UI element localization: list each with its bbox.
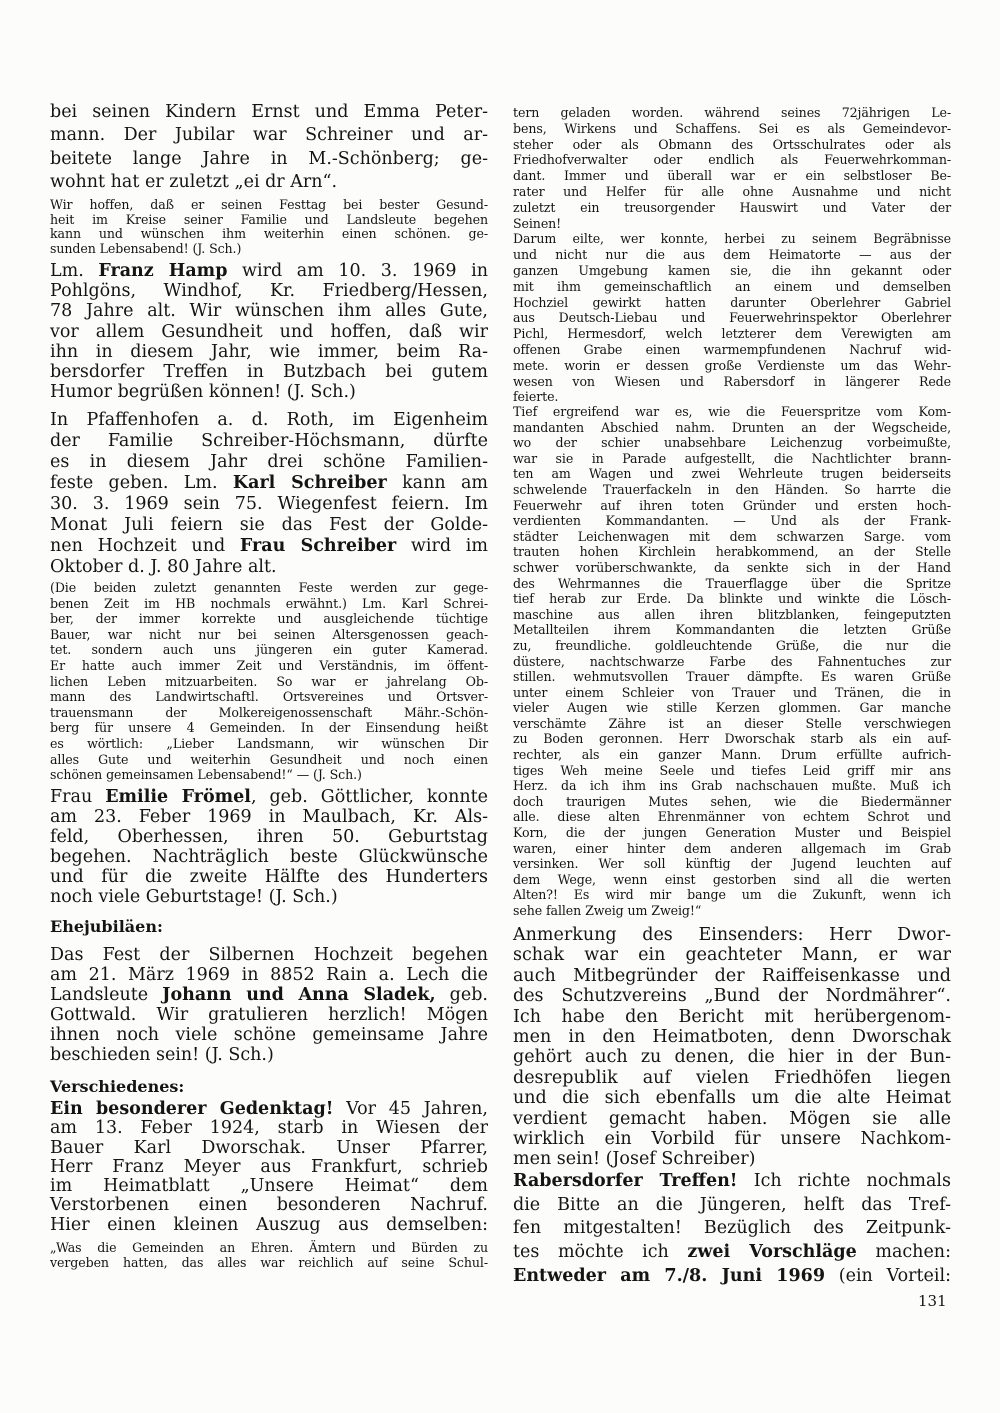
text-line: ihnen noch viele schöne gemeinsame Jahre	[50, 1025, 488, 1045]
text-line	[50, 985, 488, 1005]
text-segment: wird am 10. 3. 1969 in	[227, 261, 488, 281]
text-line: zuletzt ein treusorgender Hauswirt und Vater der	[513, 199, 951, 215]
bold-text: Franz Hamp	[98, 261, 228, 281]
text-line: zu Boden geronnen. Herr Dworschak starb als ein auf-	[513, 731, 951, 747]
text-line: Verschiedenes:	[50, 1077, 185, 1096]
text-line: vergeben hatten, das alles war reichlich auf seine Schul-	[50, 1254, 488, 1270]
text-line: Darum eilte, wer konnte, herbei zu seinem Begräbnisse	[513, 231, 951, 247]
section-heading	[50, 917, 488, 937]
text-line: und nicht nur die aus dem Heimatorte — aus der	[513, 247, 951, 263]
text-line: Er hatte auch immer Zeit und Verständnis, im öffent-	[50, 657, 488, 673]
text-segment: Frau	[50, 787, 106, 807]
text-segment: (ein Vorteil:	[825, 1265, 952, 1286]
bold-text: Rabersdorfer Treffen!	[513, 1171, 738, 1191]
text-line: der Familie Schreiber-Höchsmann, dürfte	[50, 431, 488, 451]
bold-text: Emilie Frömel	[105, 787, 251, 807]
text-segment: wird im	[396, 536, 489, 556]
text-line: desrepublik auf vielen Friedhöfen liegen	[513, 1067, 951, 1088]
text-line: beschieden sein! (J. Sch.)	[50, 1045, 274, 1065]
text-line: mandanten Abschied nahm. Drunten an der Wegscheide,	[513, 419, 951, 435]
text-line: bens, Wirkens und Schaffens. Sei es als Gemeindevor-	[513, 120, 951, 136]
text-line: mit ihm gemeinschaftlich an einem und demselben	[513, 278, 951, 294]
text-line: Friedhofverwalter oder endlich als Feuerwehrkomman-	[513, 152, 951, 168]
text-line: zu, freundliche. goldleuchtende Grüße, die nur die	[513, 637, 951, 653]
text-segment: machen:	[856, 1242, 951, 1263]
text-line: Seinen!	[513, 215, 562, 231]
paragraph	[50, 1100, 488, 1235]
text-line: verdient gemacht haben. Mögen sie alle	[513, 1108, 951, 1129]
bold-text: Karl Schreiber	[232, 473, 387, 493]
article-block	[50, 101, 488, 194]
text-line: trauensmann der Molkereigenossenschaft Mähr.-Schön-	[50, 704, 488, 720]
text-line: alles Gute und weiterhin Gesundheit und noch einen	[50, 751, 488, 767]
text-line: sunden Lebensabend! (J. Sch.)	[50, 240, 242, 256]
text-line: wohnt hat er zuletzt „ei dr Arn“.	[50, 171, 338, 192]
text-line: Bauer, war nicht nur bei seinen Altersgenossen geach-	[50, 626, 488, 642]
article-block	[50, 261, 488, 402]
paragraph	[513, 925, 951, 1170]
section-heading	[50, 1077, 488, 1097]
article-block	[513, 404, 951, 919]
text-line: beitete lange Jahre in M.-Schönberg; ge-	[50, 148, 488, 169]
text-line: offenen Grabe einen warmempfundenen Nachruf wid-	[513, 341, 951, 357]
text-line: schönen gemeinsamen Lebensabend!“ — (J. Sch.)	[50, 767, 362, 783]
text-segment: feste geben. Lm.	[50, 473, 233, 493]
text-line	[513, 1265, 951, 1289]
text-segment: geb.	[435, 985, 488, 1005]
text-line: Herr Franz Meyer aus Frankfurt, schrieb	[50, 1156, 488, 1177]
text-line: Humor begrüßen können! (J. Sch.)	[50, 382, 356, 403]
article-block	[513, 925, 951, 1170]
text-line: feierte.	[513, 389, 559, 405]
paragraph	[513, 1170, 951, 1289]
text-line: Verstorbenen einen besonderen Nachruf.	[50, 1195, 488, 1216]
text-line: Pohlgöns, Windhof, Kr. Friedberg/Hessen,	[50, 281, 488, 302]
bold-text: zwei Vorschläge	[687, 1242, 857, 1263]
text-line: Herz. da ich ihm ins Grab nachschauen mußte. Muß ich	[513, 778, 951, 794]
text-line: düstere, nachtschwarze Farbe des Fahnentuches zur	[513, 653, 951, 669]
text-line: des Schutzvereins „Bund der Nordmährer“.	[513, 986, 951, 1007]
text-line: ten am Wagen und zwei Wehrleute trugen beiderseits	[513, 466, 951, 482]
text-line: ganzen Umgebung kamen sie, die ihn gekannt oder	[513, 262, 951, 278]
text-line: benen Zeit im HB nochmals erwähnt.) Lm. Karl Schrei-	[50, 595, 488, 611]
text-line: Pichl, Hermesdorf, welch letzterer dem Verewigten am	[513, 326, 951, 342]
article-block	[50, 1100, 488, 1235]
text-line: Feuerwehr auf ihren toten Gründer und ersten hoch-	[513, 497, 951, 513]
text-line: es in diesem Jahr drei schöne Familien-	[50, 452, 488, 472]
text-line: men in den Heimatboten, denn Dworschak	[513, 1027, 951, 1048]
paragraph	[513, 231, 951, 405]
text-line: Gottwald. Wir gratulieren herzlich! Mögen	[50, 1005, 488, 1025]
text-line	[50, 1100, 488, 1119]
text-line: mete. worin er dessen große Verdienste um das Wehr-	[513, 357, 951, 373]
text-line	[50, 536, 488, 557]
bold-text: Johann und Anna Sladek,	[162, 985, 436, 1005]
text-line: unter einem Schleier von Trauer und Tränen, die in	[513, 684, 951, 700]
text-line: men sein! (Josef Schreiber)	[513, 1149, 756, 1170]
paragraph	[50, 1077, 488, 1097]
paragraph	[50, 917, 488, 937]
bold-text: Entweder am 7./8. Juni 1969	[513, 1265, 825, 1286]
text-line: ber, der immer korrekte und ausgleichende tüchtige	[50, 611, 488, 627]
text-line: bei seinen Kindern Ernst und Emma Peter-	[50, 102, 488, 122]
article-block	[513, 1170, 951, 1289]
paragraph	[50, 1241, 488, 1270]
text-line	[50, 261, 488, 281]
text-line: mann. Der Jubilar war Schreiner und ar-	[50, 125, 488, 146]
text-line: am 23. Feber 1969 in Maulbach, Kr. Als-	[50, 807, 488, 827]
text-line: vieler Augen wie stille Kerzen glommen. Gar manche	[513, 700, 951, 716]
text-line: In Pfaffenhofen a. d. Roth, im Eigenheim	[50, 410, 488, 430]
paragraph	[50, 410, 488, 578]
text-line: schwer vorüberschwankte, da senkte sich in der Hand	[513, 559, 951, 575]
paragraph	[50, 787, 488, 907]
text-line: tern geladen worden. während seines 72jährigen Le-	[513, 105, 951, 120]
text-line: wesen von Wiesen und Rabersdorf in längerer Rede	[513, 373, 951, 389]
text-line: ihn in diesem Jahr, wie immer, beim Ra-	[50, 341, 488, 362]
text-line: dem Wege, wenn einst gestorben sind all die werten	[513, 871, 951, 887]
text-line: rater und Helfer für alle ohne Ausnahme und nicht	[513, 183, 951, 199]
text-line: schwelende Trauerfackeln in den Händen. So harrte die	[513, 481, 951, 497]
article-block	[513, 105, 951, 405]
text-segment: Landsleute	[50, 985, 163, 1005]
text-line: mann des Landwirtschaftl. Ortsvereines und Ortsver-	[50, 689, 488, 705]
paragraph	[50, 101, 488, 194]
text-line: Anmerkung des Einsenders: Herr Dwor-	[513, 925, 951, 945]
text-line: kann und wünschen ihm weiterhin einen schönen. ge-	[50, 226, 488, 241]
text-line: berg für unsere 4 Gemeinden. In der Einsendung heißt	[50, 720, 488, 736]
text-line: gehört auch zu denen, die hier in der Bun-	[513, 1047, 951, 1068]
bold-text: Ein besonderer Gedenktag!	[50, 1099, 334, 1119]
paragraph	[513, 105, 951, 231]
text-line: die Bitte an die Jüngeren, helft das Tref-	[513, 1194, 951, 1215]
text-line: tief herab zur Erde. Da blinkte und winkte die Lösch-	[513, 591, 951, 607]
article-block	[50, 410, 488, 578]
text-line: stillen. wehmutsvollen Trauer dämpfte. Es waren Grüße	[513, 669, 951, 685]
text-line: dant. Immer und überall war er ein selbstloser Be-	[513, 168, 951, 184]
text-line: steher oder als Obmann des Ortsschulrates oder als	[513, 136, 951, 152]
bold-text: Frau Schreiber	[239, 536, 397, 556]
text-line: noch viele Geburtstage! (J. Sch.)	[50, 887, 338, 907]
article-block	[50, 1241, 488, 1270]
text-line: städter Leichenwagen mit dem schwarzen Sarge. vom	[513, 528, 951, 544]
text-line: 78 Jahre alt. Wir wünschen ihm alles Gute,	[50, 301, 488, 322]
text-line: des Wehrmannes die Trauerflagge über die Spritze	[513, 575, 951, 591]
text-line: Bauer Karl Dworschak. Unser Pfarrer,	[50, 1137, 488, 1158]
text-line: versinken. Wer soll künftig der Jugend leuchten auf	[513, 856, 951, 872]
text-line: und für die zweite Hälfte des Hunderters	[50, 867, 488, 887]
page-number: 131	[918, 1292, 947, 1310]
text-line	[50, 787, 488, 807]
text-segment: Ich richte nochmals	[737, 1171, 951, 1191]
text-line: Alten?! Es wird mir bange um die Zukunft, wenn ich	[513, 887, 951, 903]
text-line: heit im Kreise seiner Familie und Landsleute begehen	[50, 211, 488, 227]
text-segment: Vor 45 Jahren,	[333, 1099, 488, 1119]
text-segment: Lm.	[50, 261, 99, 281]
text-line: Hochziel gewirkt hatten darunter Oberlehrer Gabriel	[513, 294, 951, 310]
text-line: wirklich ein Vorbild für unsere Nachkom-	[513, 1129, 951, 1150]
text-line: verdienten Kommandanten. — Und als der Frank-	[513, 513, 951, 529]
article-block	[50, 787, 488, 907]
text-line: trauten hohen Kirchlein herabkommend, an der Stelle	[513, 544, 951, 560]
text-line: feld, Oberhessen, ihren 50. Geburtstag	[50, 827, 488, 847]
text-line: begehen. Nachträglich beste Glückwünsche	[50, 847, 488, 867]
text-line	[513, 1241, 951, 1265]
text-line: schak war ein geachteter Mann, er war	[513, 945, 951, 966]
text-line: lichen Leben mitzuarbeiten. So war er jahrelang Ob-	[50, 673, 488, 689]
text-line: maschine aus allen ihren blitzblanken, feingeputzten	[513, 606, 951, 622]
text-line: Metallteilen ihrem Kommandanten die letzten Grüße	[513, 622, 951, 638]
text-line: Wir hoffen, daß er seinen Festtag bei bester Gesund-	[50, 197, 488, 212]
text-line: Korn, die der jungen Generation Muster und Beispiel	[513, 825, 951, 841]
article-block	[50, 945, 488, 1065]
text-line: bersdorfer Treffen in Butzbach bei gutem	[50, 362, 488, 383]
text-line: fen mitgestalten! Bezüglich des Zeitpunk-	[513, 1218, 951, 1239]
text-line	[50, 473, 488, 494]
paragraph	[50, 198, 488, 256]
text-line: es wörtlich: „Lieber Landsmann, wir wünschen Dir	[50, 735, 488, 751]
paragraph	[50, 580, 488, 783]
text-line: 30. 3. 1969 sein 75. Wiegenfest feiern. Im	[50, 494, 488, 514]
text-segment: nen Hochzeit und	[50, 536, 240, 556]
text-line	[513, 1170, 951, 1194]
article-block	[50, 580, 488, 783]
text-line: sehe fallen Zweig um Zweig!“	[513, 903, 702, 918]
text-line: Das Fest der Silbernen Hochzeit begehen	[50, 945, 488, 965]
text-segment: kann am	[386, 473, 489, 493]
text-line: Ich habe den Bericht mit herübergenom-	[513, 1006, 951, 1027]
text-line: Monat Juli feiern sie das Fest der Golde-	[50, 515, 488, 535]
text-line: „Was die Gemeinden an Ehren. Ämtern und Bürden zu	[50, 1240, 488, 1255]
text-line: doch traurigen Mutes sehen, wie die Biedermänner	[513, 793, 951, 809]
text-segment: tes möchte ich	[513, 1242, 688, 1263]
text-line: vor allem Gesundheit und hoffen, daß wir	[50, 321, 488, 342]
text-line: waren, einer hinter dem anderen allgemach im Grab	[513, 840, 951, 856]
text-line: und die sich ebenfalls um die alte Heimat	[513, 1088, 951, 1109]
text-line: im Heimatblatt „Unsere Heimat“ dem	[50, 1176, 488, 1197]
text-line: wo der schier unabsehbare Leichenzug vorbeimußte,	[513, 435, 951, 451]
text-line: (Die beiden zuletzt genannten Feste werden zur gege-	[50, 580, 488, 595]
text-line: Tief ergreifend war es, wie die Feuerspritze vom Kom-	[513, 404, 951, 419]
text-line: rechter, als ein ganzer Mann. Drum erfüllte aufrich-	[513, 747, 951, 763]
text-line: am 21. März 1969 in 8852 Rain a. Lech die	[50, 965, 488, 985]
text-line: Ehejubiläen:	[50, 917, 163, 936]
text-line: Hier einen kleinen Auszug aus demselben:	[50, 1214, 488, 1235]
paragraph	[50, 261, 488, 402]
paragraph	[513, 404, 951, 919]
article-block	[50, 198, 488, 256]
text-line: am 13. Feber 1924, starb in Wiesen der	[50, 1118, 488, 1139]
text-line: tet. sondern auch uns jüngeren ein guter Kamerad.	[50, 642, 488, 658]
text-line: Oktober d. J. 80 Jahre alt.	[50, 557, 277, 577]
text-line: tiges Weh meine Seele und tiefes Leid griff mir ans	[513, 762, 951, 778]
text-line: verschämte Zähre ist an dieser Stelle verschwiegen	[513, 715, 951, 731]
text-segment: , geb. Göttlicher, konnte	[250, 787, 489, 807]
paragraph	[50, 945, 488, 1065]
text-line: alle. diese alten Ehrenmänner von echtem Schrot und	[513, 809, 951, 825]
text-line: war sie in Parade aufgestellt, die Nachtlichter brann-	[513, 450, 951, 466]
text-line: aus Deutsch-Liebau und Feuerwehrinspektor Oberlehrer	[513, 310, 951, 326]
text-line: auch Mitbegründer der Raiffeisenkasse und	[513, 965, 951, 986]
